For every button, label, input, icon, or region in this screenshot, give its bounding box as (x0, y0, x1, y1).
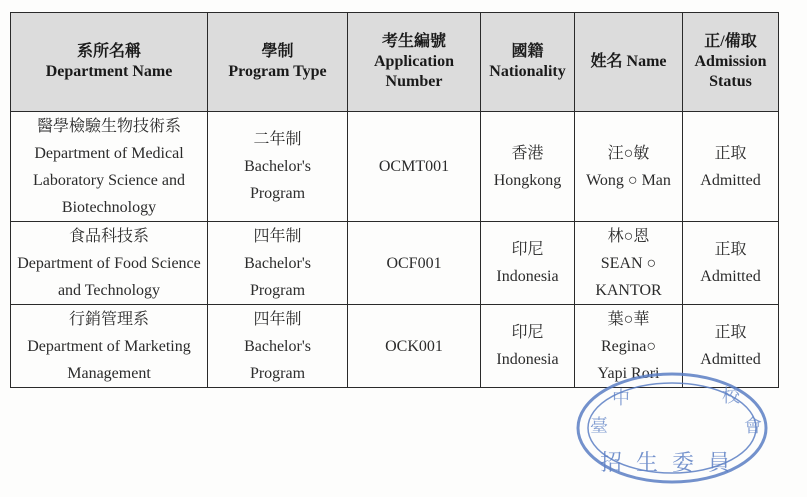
program-cell (208, 222, 348, 305)
department-cell (11, 112, 208, 222)
department-cell (11, 305, 208, 388)
header-status-en: Admission Status (694, 53, 767, 90)
status-zh: 正取 (714, 144, 747, 162)
status-en: Admitted (700, 268, 761, 285)
program-en: Bachelor's Program (244, 254, 311, 299)
header-program (208, 13, 348, 112)
svg-text:中: 中 (612, 388, 630, 409)
header-application (348, 13, 481, 112)
header-name-zh: 姓名 (590, 53, 623, 70)
status-cell (683, 222, 779, 305)
header-status-zh: 正/備取 (704, 33, 757, 50)
name-en: Regina○ Yapi Rori (597, 337, 660, 382)
application-number: OCF001 (386, 254, 442, 272)
header-name-en: Name (626, 53, 667, 70)
department-zh: 食品科技系 (68, 227, 149, 245)
application-number-cell (348, 305, 481, 388)
header-nationality-en: Nationality (489, 63, 566, 80)
header-program-en: Program Type (228, 63, 327, 80)
nationality-cell (481, 112, 575, 222)
header-nationality-zh: 國籍 (511, 43, 544, 60)
name-cell (575, 112, 683, 222)
department-en: Department of Marketing Management (27, 337, 191, 382)
header-status (683, 13, 779, 112)
department-zh: 醫學檢驗生物技術系 (36, 117, 181, 135)
header-application-en: Application Number (373, 53, 454, 90)
header-program-zh: 學制 (261, 43, 294, 60)
program-cell (208, 112, 348, 222)
svg-text:臺: 臺 (590, 416, 608, 437)
application-number-cell (348, 222, 481, 305)
svg-text:招生委員: 招生委員 (599, 451, 745, 476)
name-zh: 汪○敏 (607, 144, 650, 162)
program-en: Bachelor's Program (244, 337, 311, 382)
nationality-zh: 香港 (511, 144, 544, 162)
status-en: Admitted (700, 351, 761, 368)
program-zh: 二年制 (253, 131, 302, 148)
department-en: Department of Medical Laboratory Science and Biotechnology (33, 144, 185, 216)
nationality-zh: 印尼 (511, 324, 544, 341)
header-name (575, 13, 683, 112)
name-en: Wong ○ Man (586, 171, 671, 189)
table-row (11, 112, 779, 222)
official-seal-stamp (572, 366, 772, 486)
status-en: Admitted (700, 171, 761, 189)
name-zh: 葉○華 (607, 310, 650, 328)
program-cell (208, 305, 348, 388)
header-application-zh: 考生編號 (381, 33, 446, 50)
name-en: SEAN ○ KANTOR (595, 254, 662, 299)
status-cell (683, 112, 779, 222)
name-zh: 林○恩 (607, 227, 650, 245)
application-number: OCK001 (385, 337, 443, 355)
application-number: OCMT001 (378, 158, 450, 175)
program-en: Bachelor's Program (244, 158, 311, 202)
program-zh: 四年制 (253, 310, 302, 328)
nationality-en: Hongkong (493, 171, 562, 189)
header-department-zh: 系所名稱 (76, 43, 141, 60)
admission-table (10, 12, 779, 388)
department-zh: 行銷管理系 (68, 310, 149, 328)
application-number-cell (348, 112, 481, 222)
nationality-en: Indonesia (496, 351, 559, 368)
department-cell (11, 222, 208, 305)
status-zh: 正取 (714, 241, 747, 258)
header-row (11, 13, 779, 112)
svg-text:校: 校 (722, 386, 740, 407)
department-en: Department of Food Science and Technology (17, 254, 201, 299)
nationality-zh: 印尼 (511, 241, 544, 258)
name-cell (575, 222, 683, 305)
header-department (11, 13, 208, 112)
table-row (11, 222, 779, 305)
svg-text:會: 會 (744, 416, 762, 437)
nationality-cell (481, 305, 575, 388)
nationality-cell (481, 222, 575, 305)
nationality-en: Indonesia (496, 268, 559, 285)
header-department-en: Department Name (45, 63, 173, 80)
program-zh: 四年制 (253, 227, 302, 245)
status-zh: 正取 (714, 324, 747, 341)
header-nationality (481, 13, 575, 112)
